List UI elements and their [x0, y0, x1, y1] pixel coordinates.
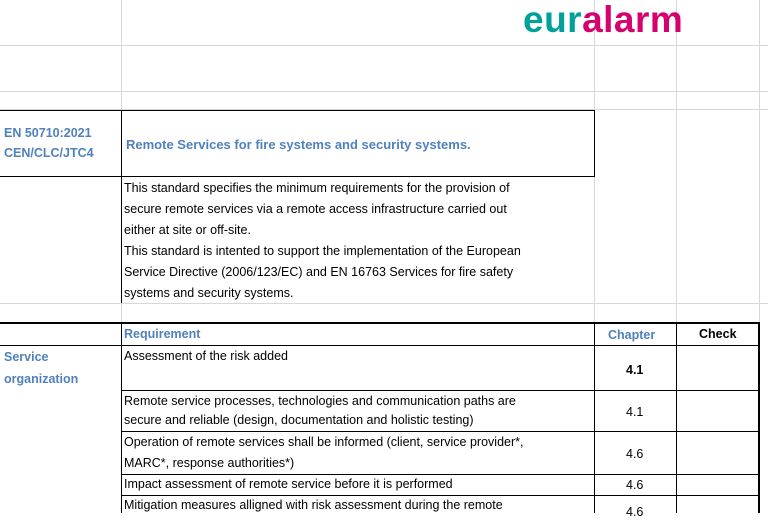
chapter-cell: 4.1 [626, 363, 644, 377]
chapter-cell: 4.6 [626, 505, 644, 519]
header-check: Check [699, 327, 737, 341]
requirement-cell: secure and reliable (design, documentation and holistic testing) [124, 413, 474, 427]
border [0, 322, 760, 324]
border [676, 323, 677, 513]
border [0, 176, 595, 177]
requirement-cell: Remote service processes, technologies and communication paths are [124, 394, 516, 408]
description-line: Service Directive (2006/123/EC) and EN 16763 Services for fire safety [124, 265, 514, 279]
description-line: systems and security systems. [124, 286, 294, 300]
gridline [0, 91, 768, 92]
border [594, 110, 595, 177]
description-line: either at site or off-site. [124, 223, 251, 237]
description-line: This standard specifies the minimum requirements for the provision of [124, 181, 510, 195]
chapter-cell: 4.1 [626, 405, 644, 419]
euralarm-logo: euralarm [523, 0, 684, 40]
section-label: Service [4, 350, 49, 364]
border [758, 323, 760, 513]
requirement-cell: Operation of remote services shall be informed (client, service provider*, [124, 435, 524, 449]
requirement-cell: Impact assessment of remote service before it is performed [124, 477, 453, 491]
border [121, 110, 122, 303]
section-label: organization [4, 372, 79, 386]
gridline [0, 45, 768, 46]
header-requirement: Requirement [124, 327, 201, 341]
border [0, 110, 595, 111]
standard-committee: CEN/CLC/JTC4 [4, 146, 94, 160]
description-line: This standard is intented to support the implementation of the European [124, 244, 521, 258]
description-line: secure remote services via a remote access infrastructure carried out [124, 202, 507, 216]
standard-title: Remote Services for fire systems and security systems. [126, 137, 471, 152]
chapter-cell: 4.6 [626, 478, 644, 492]
border [121, 323, 122, 513]
standard-code: EN 50710:2021 [4, 126, 92, 140]
header-chapter: Chapter [608, 328, 656, 342]
requirement-cell: Mitigation measures alligned with risk assessment during the remote [124, 498, 503, 512]
requirement-cell: MARC*, response authorities*) [124, 456, 295, 470]
requirement-cell: Assessment of the risk added [124, 349, 288, 363]
chapter-cell: 4.6 [626, 447, 644, 461]
border [594, 323, 595, 513]
gridline [0, 303, 768, 304]
